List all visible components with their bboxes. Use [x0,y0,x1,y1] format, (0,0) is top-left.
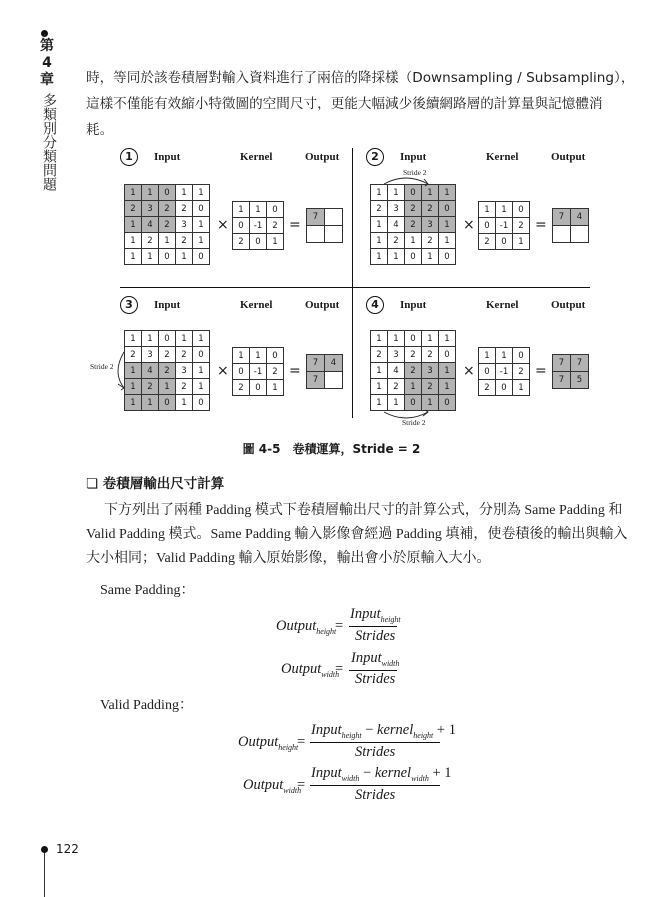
input-cell: 1 [371,185,388,201]
input-cell: 1 [125,217,142,233]
kernel-cell: 2 [479,380,496,396]
kernel-cell: 1 [267,380,284,396]
input-header: Input [400,299,427,311]
kernel-header: Kernel [240,151,273,163]
input-header: Input [154,299,181,311]
kernel-cell: -1 [496,218,513,234]
input-cell: 1 [422,249,439,265]
input-header: Input [154,151,181,163]
kernel-matrix [232,347,284,396]
input-cell: 1 [125,185,142,201]
input-cell: 0 [159,395,176,411]
input-cell: 1 [388,249,405,265]
input-cell: 1 [439,185,456,201]
input-cell: 1 [371,363,388,379]
kernel-cell: 1 [479,202,496,218]
output-header: Output [305,151,340,163]
input-cell: 2 [159,201,176,217]
output-cell: 7 [307,209,325,226]
input-cell: 4 [388,217,405,233]
input-cell: 1 [422,395,439,411]
output-cell: 4 [571,209,589,226]
output-cell: 5 [571,372,589,389]
output-matrix [552,208,589,243]
f2-eq: = [335,661,344,677]
kernel-cell: 0 [496,380,513,396]
input-cell: 2 [371,347,388,363]
input-cell: 2 [422,201,439,217]
f2-input: Input$_{width}$ [351,650,400,668]
kernel-cell: 0 [496,234,513,250]
equals-sign: = [289,217,301,233]
f4-numerator: Input$_{width}$ − kernel$_{width}$ + 1 [311,765,452,783]
output-cell [325,209,343,226]
input-cell: 1 [371,249,388,265]
f4-strides: Strides [355,787,396,803]
output-header: Output [551,299,586,311]
input-cell: 1 [422,331,439,347]
input-cell: 1 [422,185,439,201]
input-cell: 1 [142,249,159,265]
input-cell: 1 [439,331,456,347]
input-cell: 1 [159,233,176,249]
kernel-cell: 2 [513,218,530,234]
input-cell: 0 [439,347,456,363]
input-cell: 3 [422,217,439,233]
f2-strides: Strides [355,671,396,687]
input-cell: 0 [193,249,210,265]
f1-input: Input$_{height}$ [350,606,401,624]
input-cell: 2 [159,217,176,233]
input-cell: 0 [193,395,210,411]
input-cell: 1 [125,395,142,411]
input-cell: 3 [388,347,405,363]
times-sign: × [217,363,229,379]
input-cell: 1 [193,217,210,233]
input-cell: 0 [159,331,176,347]
kernel-cell: 2 [513,364,530,380]
output-cell: 7 [553,372,571,389]
f1-eq: = [335,618,344,634]
input-cell: 1 [388,395,405,411]
kernel-cell: 1 [496,348,513,364]
section-heading: ❏ 卷積層輸出尺寸計算 [86,476,225,492]
kernel-cell: 0 [233,218,250,234]
input-matrix [124,184,210,265]
input-cell: 1 [371,379,388,395]
output-matrix [306,354,343,389]
kernel-cell: 1 [250,202,267,218]
f1-output: Output$_{height}$ [276,618,337,636]
input-cell: 1 [405,233,422,249]
kernel-cell: -1 [250,218,267,234]
input-cell: 1 [371,331,388,347]
f3-numerator: Input$_{height}$ − kernel$_{height}$ + 1 [311,722,456,740]
input-cell: 0 [439,201,456,217]
input-cell: 1 [176,331,193,347]
input-cell: 2 [405,201,422,217]
valid-padding-label: Valid Padding： [100,698,193,713]
input-cell: 1 [371,233,388,249]
input-cell: 3 [388,201,405,217]
input-cell: 2 [422,379,439,395]
panel-number-circle: 3 [120,296,138,314]
kernel-cell: 1 [250,348,267,364]
times-sign: × [463,217,475,233]
input-cell: 1 [193,185,210,201]
input-cell: 2 [159,363,176,379]
stride-label: Stride 2 [90,362,114,371]
kernel-cell: -1 [250,364,267,380]
input-cell: 1 [176,185,193,201]
kernel-cell: 2 [233,234,250,250]
f3-strides: Strides [355,744,396,760]
kernel-cell: 2 [233,380,250,396]
input-cell: 2 [405,217,422,233]
f1-fraction-bar [349,626,397,627]
kernel-cell: 0 [250,380,267,396]
input-cell: 2 [176,233,193,249]
input-cell: 2 [388,379,405,395]
kernel-cell: 0 [267,348,284,364]
kernel-cell: 0 [267,202,284,218]
input-cell: 1 [125,331,142,347]
output-cell [553,226,571,243]
input-cell: 1 [193,363,210,379]
input-matrix [370,330,456,411]
input-cell: 0 [405,249,422,265]
stride-label: Stride 2 [403,168,427,177]
input-cell: 1 [193,379,210,395]
panel-number-circle: 4 [366,296,384,314]
input-cell: 1 [142,331,159,347]
input-cell: 0 [405,395,422,411]
input-cell: 1 [125,233,142,249]
kernel-matrix [232,201,284,250]
input-cell: 2 [125,201,142,217]
input-cell: 2 [142,233,159,249]
kernel-header: Kernel [486,299,519,311]
input-cell: 4 [142,217,159,233]
kernel-cell: 0 [479,218,496,234]
input-cell: 2 [422,347,439,363]
input-cell: 0 [193,347,210,363]
input-cell: 3 [422,363,439,379]
input-cell: 1 [388,331,405,347]
output-header: Output [551,151,586,163]
input-cell: 4 [142,363,159,379]
input-cell: 1 [439,217,456,233]
kernel-matrix [478,201,530,250]
input-cell: 0 [159,185,176,201]
input-header: Input [400,151,427,163]
input-cell: 1 [176,395,193,411]
input-cell: 3 [142,347,159,363]
input-cell: 1 [388,185,405,201]
panel-number-circle: 2 [366,148,384,166]
input-cell: 2 [176,201,193,217]
output-cell [325,226,343,243]
input-cell: 2 [159,347,176,363]
intro-line-2: 這樣不僅能有效縮小特徵圖的空間尺寸，更能大幅減少後續網路層的計算量與記憶體消 [86,96,603,112]
input-cell: 2 [371,201,388,217]
f1-strides: Strides [355,628,396,644]
section-para-line-2: Valid Padding 模式。Same Padding 輸入影像會經過 Padding 填補，使卷積後的輸出與輸入 [86,527,628,542]
input-cell: 2 [405,363,422,379]
input-cell: 2 [125,347,142,363]
figure-caption: 圖 4-5 卷積運算，Stride = 2 [242,442,421,456]
input-cell: 0 [405,331,422,347]
input-cell: 1 [142,185,159,201]
output-cell [325,372,343,389]
chapter-label: 第 [40,38,54,54]
times-sign: × [463,363,475,379]
kernel-cell: 0 [513,348,530,364]
output-matrix [552,354,589,389]
kernel-cell: 1 [513,380,530,396]
kernel-cell: 1 [479,348,496,364]
input-cell: 1 [439,233,456,249]
chapter-title: 多類別分類問題 [41,93,57,191]
kernel-cell: 2 [479,234,496,250]
equals-sign: = [535,217,547,233]
input-cell: 1 [142,395,159,411]
output-header: Output [305,299,340,311]
rail-line-bottom [44,852,45,897]
intro-line-1: 時，等同於該卷積層對輸入資料進行了兩倍的降採樣（Downsampling / Subsampling）， [86,70,635,86]
output-cell: 4 [325,355,343,372]
input-cell: 1 [193,331,210,347]
f2-output: Output$_{width}$ [281,661,340,679]
kernel-cell: -1 [496,364,513,380]
input-cell: 0 [439,249,456,265]
input-cell: 1 [176,249,193,265]
output-cell [307,226,325,243]
output-cell: 7 [571,355,589,372]
kernel-cell: 1 [513,234,530,250]
chapter-suffix: 章 [40,72,54,88]
input-cell: 2 [176,379,193,395]
kernel-cell: 1 [496,202,513,218]
kernel-cell: 2 [267,364,284,380]
f4-eq: = [297,777,306,793]
page-number: 122 [56,842,79,856]
input-cell: 2 [405,347,422,363]
intro-line-3: 耗。 [86,122,114,138]
kernel-cell: 0 [250,234,267,250]
input-cell: 0 [439,395,456,411]
kernel-header: Kernel [486,151,519,163]
input-cell: 1 [371,395,388,411]
rail-dot-bottom [41,846,48,853]
f3-fraction-bar [310,742,440,743]
kernel-header: Kernel [240,299,273,311]
figure-divider-horizontal [120,287,590,288]
input-cell: 3 [142,201,159,217]
input-matrix [124,330,210,411]
figure-divider-vertical [352,148,353,418]
kernel-cell: 1 [233,202,250,218]
kernel-cell: 2 [267,218,284,234]
kernel-matrix [478,347,530,396]
input-matrix [370,184,456,265]
kernel-cell: 1 [233,348,250,364]
input-cell: 0 [405,185,422,201]
equals-sign: = [535,363,547,379]
f3-eq: = [297,734,306,750]
stride-label: Stride 2 [402,418,426,427]
output-matrix [306,208,343,243]
input-cell: 1 [193,233,210,249]
input-cell: 3 [176,217,193,233]
same-padding-label: Same Padding： [100,583,195,598]
input-cell: 2 [176,347,193,363]
kernel-cell: 0 [233,364,250,380]
input-cell: 0 [159,249,176,265]
section-para-line-1: 下方列出了兩種 Padding 模式下卷積層輸出尺寸的計算公式，分別為 Same Padding 和 [104,503,623,518]
input-cell: 1 [439,379,456,395]
rail-line-top [44,34,45,36]
input-cell: 3 [176,363,193,379]
output-cell: 7 [307,355,325,372]
input-cell: 1 [439,363,456,379]
times-sign: × [217,217,229,233]
panel-number-circle: 1 [120,148,138,166]
f3-output: Output$_{height}$ [238,734,299,752]
input-cell: 1 [125,379,142,395]
input-cell: 4 [388,363,405,379]
input-cell: 1 [159,379,176,395]
input-cell: 1 [125,249,142,265]
input-cell: 1 [125,363,142,379]
input-cell: 2 [142,379,159,395]
output-cell: 7 [553,209,571,226]
output-cell: 7 [553,355,571,372]
input-cell: 0 [193,201,210,217]
chapter-number: 4 [42,55,52,71]
section-para-line-3: 大小相同；Valid Padding 輸入原始影像，輸出會小於原輸入大小。 [86,551,491,566]
f4-output: Output$_{width}$ [243,777,302,795]
equals-sign: = [289,363,301,379]
input-cell: 2 [422,233,439,249]
kernel-cell: 0 [479,364,496,380]
input-cell: 1 [371,217,388,233]
f4-fraction-bar [310,785,440,786]
kernel-cell: 1 [267,234,284,250]
kernel-cell: 0 [513,202,530,218]
output-cell [571,226,589,243]
input-cell: 2 [388,233,405,249]
input-cell: 1 [405,379,422,395]
output-cell: 7 [307,372,325,389]
